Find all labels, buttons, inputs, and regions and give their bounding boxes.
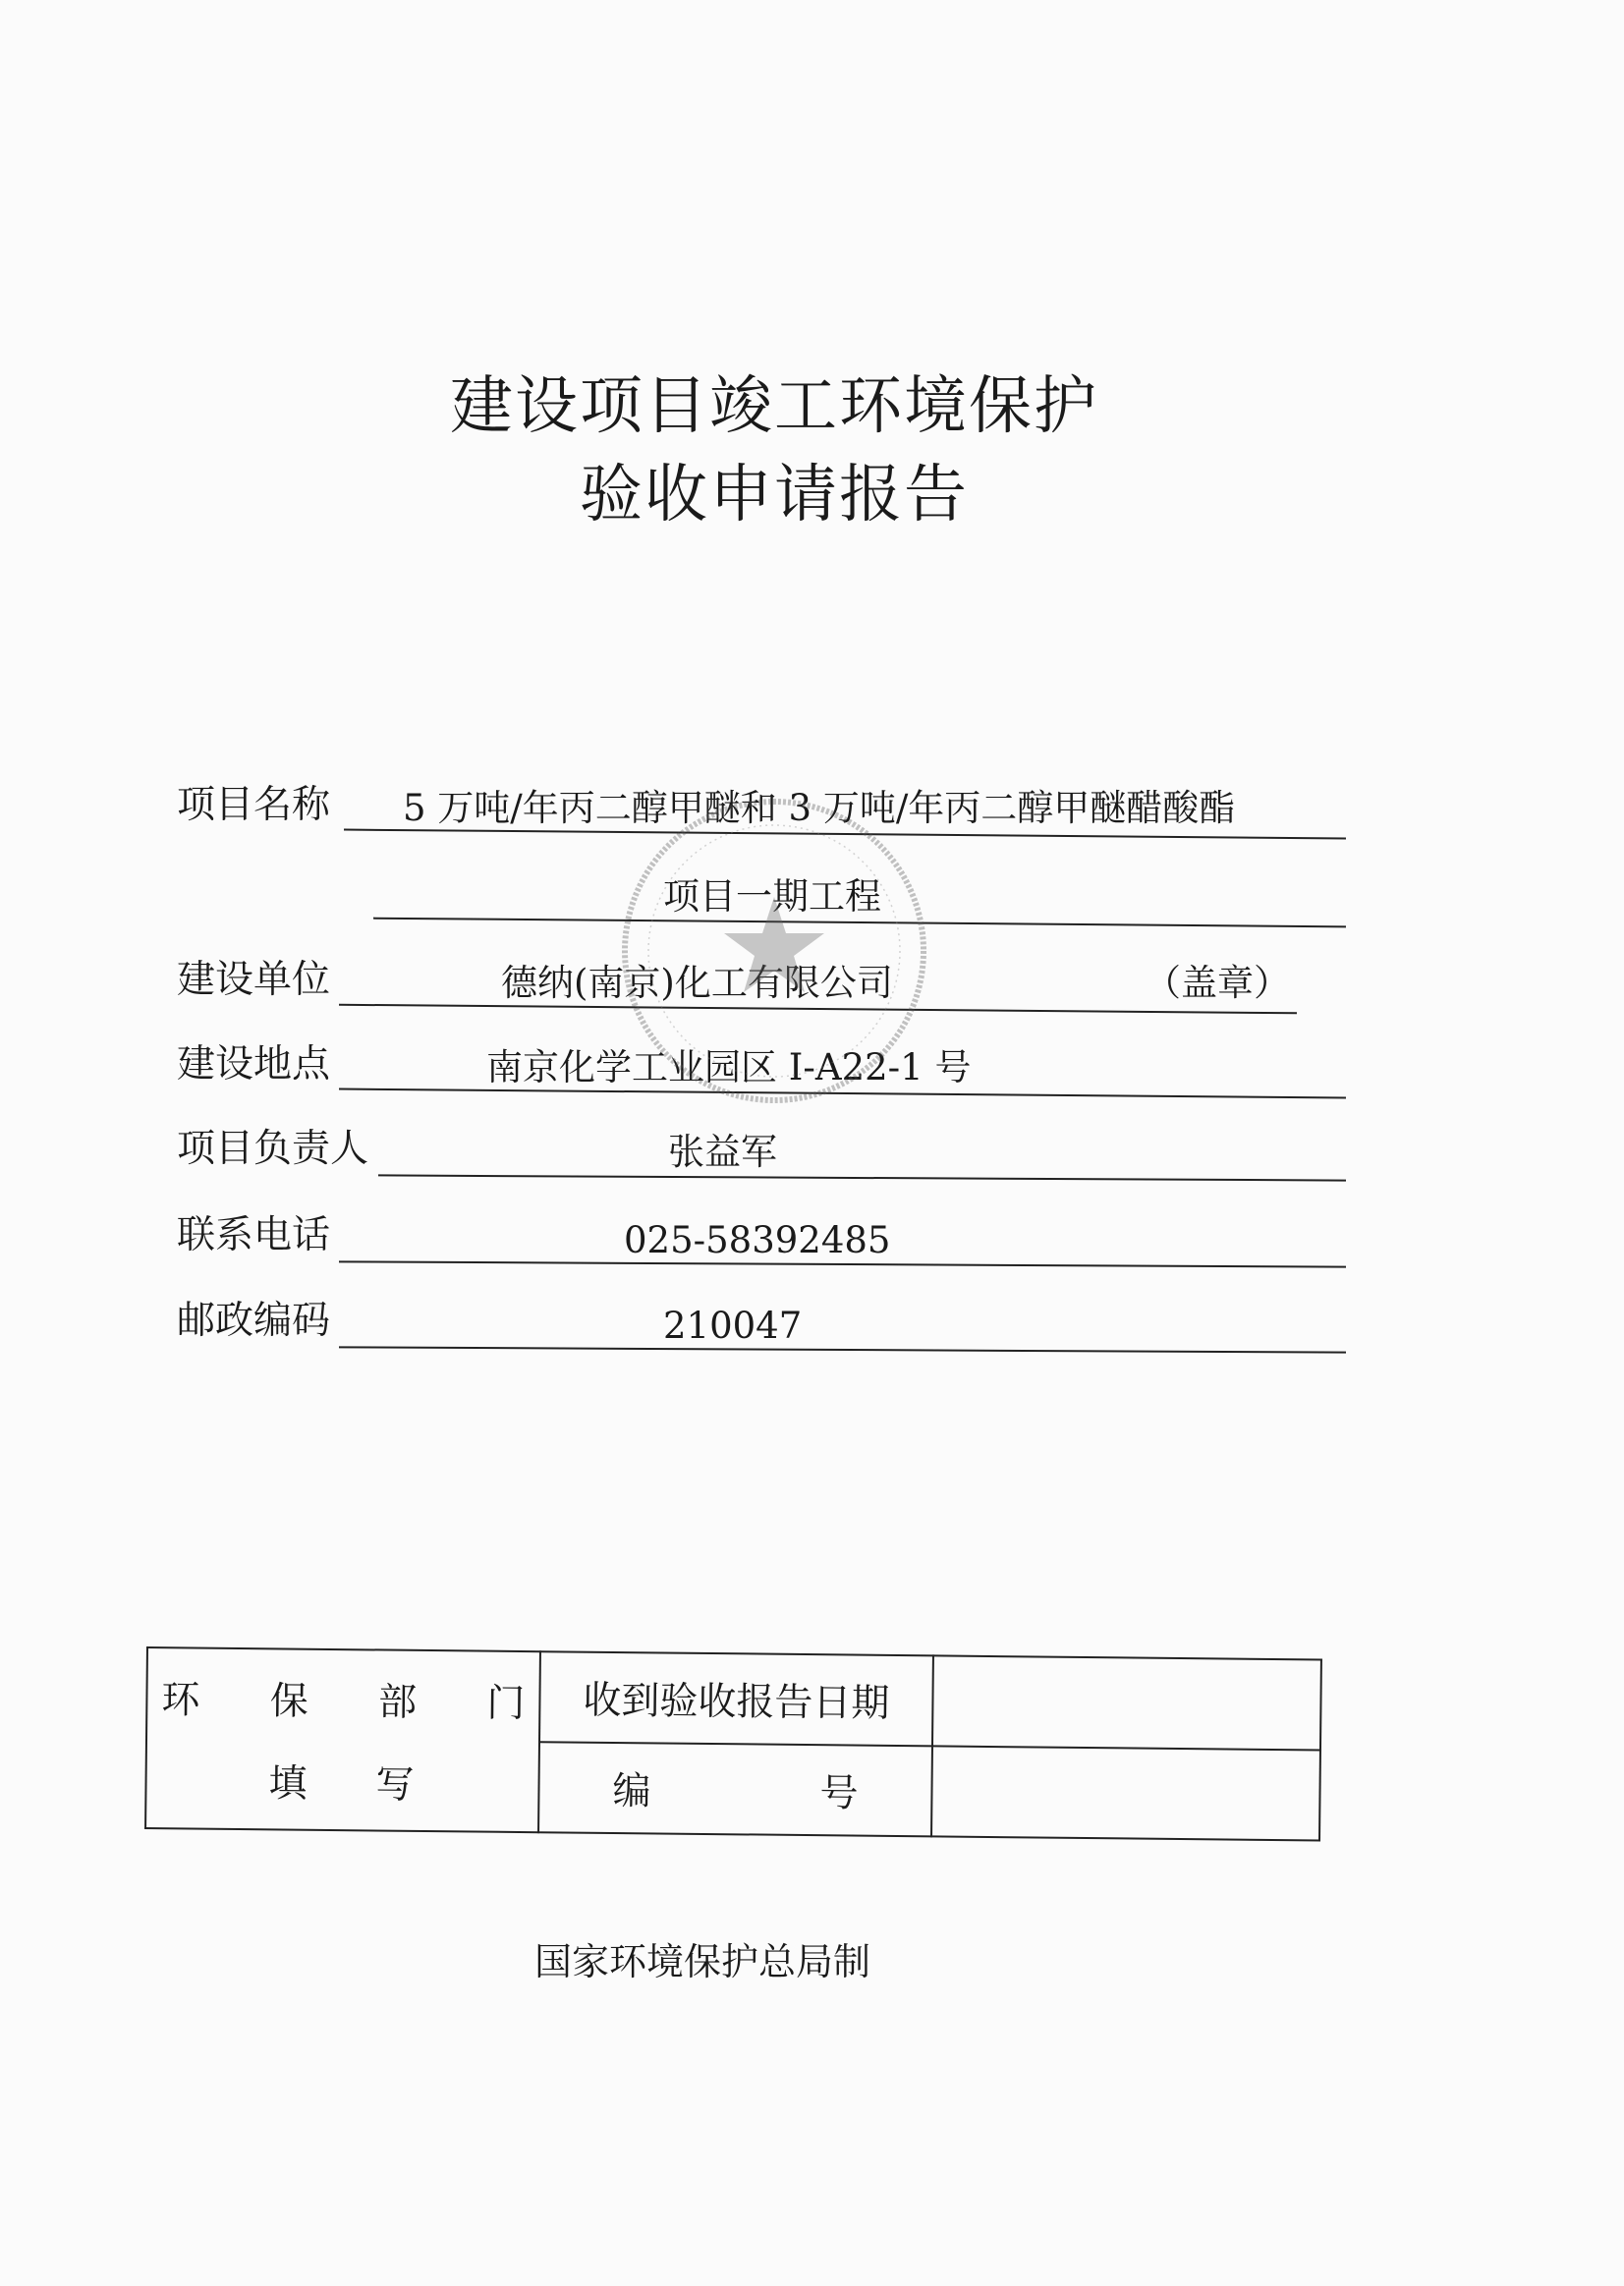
number-label	[538, 1742, 932, 1836]
field-label: 联系电话	[177, 1213, 331, 1257]
field-value: 025-58392485	[624, 1219, 891, 1261]
field-value: 张益军	[668, 1131, 777, 1173]
field-label: 建设单位	[177, 958, 331, 1002]
issuer-footer: 国家环境保护总局制	[533, 1940, 870, 1983]
underline	[378, 1174, 1346, 1181]
received-date-label: 收到验收报告日期	[539, 1651, 933, 1746]
field-label: 邮政编码	[177, 1299, 331, 1343]
dept-label-char: 部	[377, 1680, 418, 1725]
dept-label-char: 环	[161, 1678, 200, 1723]
field-value: 项目一期工程	[663, 875, 881, 918]
number-label-char: 号	[819, 1771, 859, 1816]
field-label: 项目名称	[177, 783, 331, 827]
received-date-value	[932, 1655, 1321, 1750]
company-seal-stamp	[617, 794, 931, 1108]
field-project-lead	[177, 1120, 1346, 1179]
field-value: 5 万吨/年丙二醇甲醚和 3 万吨/年丙二醇甲醚醋酸酯	[403, 787, 1236, 829]
underline	[339, 1346, 1346, 1353]
field-label: 建设地点	[177, 1042, 331, 1087]
underline	[339, 1260, 1346, 1267]
seal-note: （盖章）	[1145, 962, 1290, 1004]
dept-label-char: 门	[486, 1681, 526, 1727]
document-title-line1: 建设项目竣工环境保护	[450, 370, 1098, 443]
dept-label-char: 保	[269, 1679, 308, 1724]
number-label-char: 编	[612, 1768, 651, 1814]
field-phone	[177, 1206, 1346, 1265]
environmental-dept-table	[144, 1646, 1322, 1842]
field-postcode	[177, 1292, 1346, 1351]
star-icon	[724, 897, 824, 992]
dept-label-char: 填	[268, 1761, 308, 1807]
dept-fill-cell	[145, 1647, 540, 1832]
document-title-line2: 验收申请报告	[580, 459, 969, 531]
dept-label-char: 写	[375, 1762, 415, 1808]
field-value: 德纳(南京)化工有限公司	[501, 962, 893, 1004]
field-value: 南京化学工业园区 I-A22-1 号	[486, 1046, 972, 1088]
field-label: 项目负责人	[177, 1127, 369, 1171]
field-value: 210047	[663, 1305, 803, 1347]
number-value	[931, 1746, 1320, 1840]
